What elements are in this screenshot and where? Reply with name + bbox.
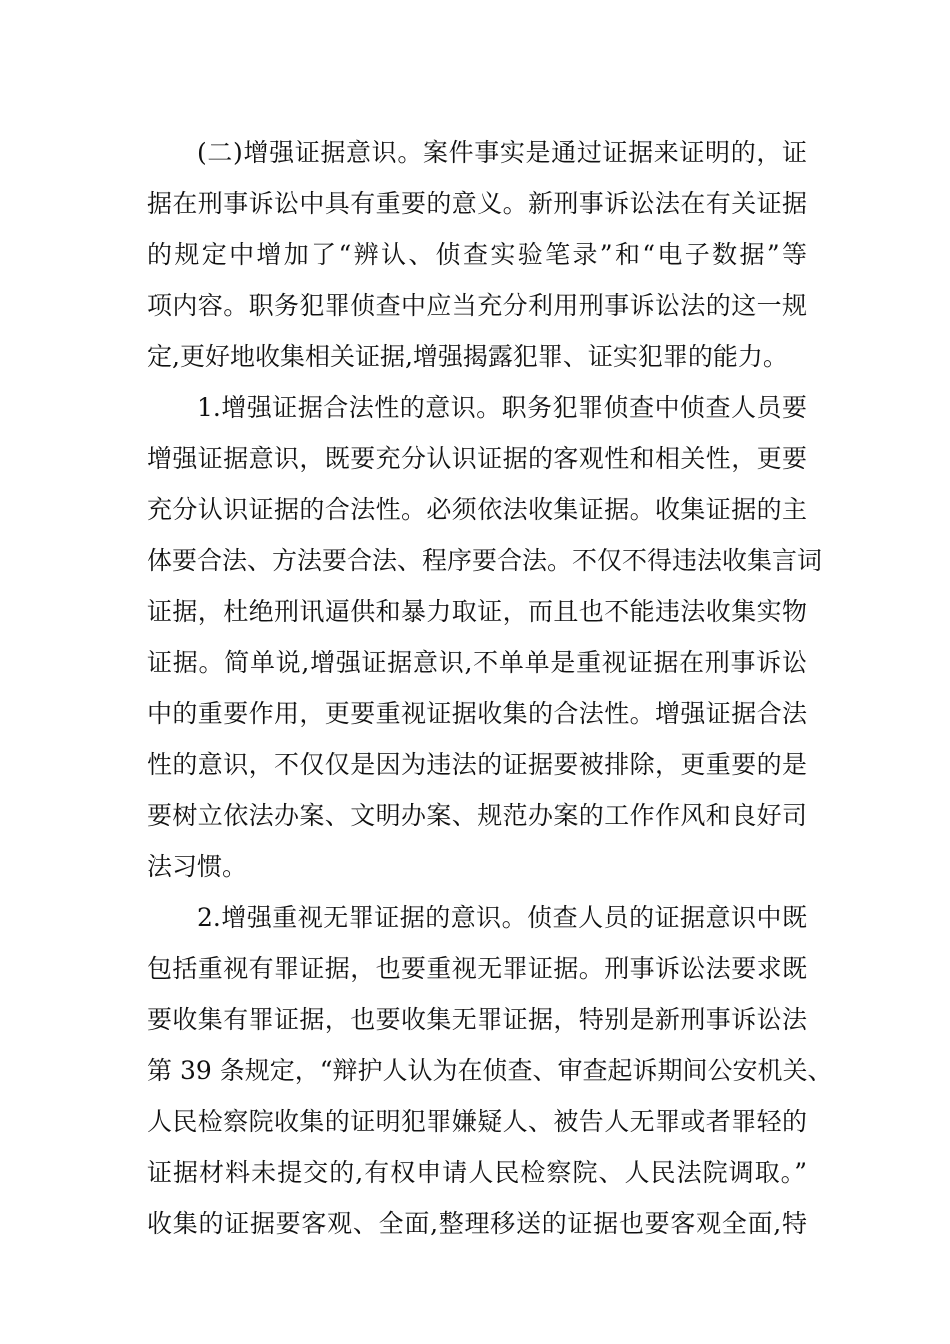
text-line: 2.增强重视无罪证据的意识。侦查人员的证据意识中既 (197, 903, 807, 932)
text-line: 要树立依法办案、文明办案、规范办案的工作作风和良好司 (147, 801, 807, 830)
text-line: 中的重要作用，更要重视证据收集的合法性。增强证据合法 (147, 699, 807, 728)
text-line: 的规定中增加了“辨认、侦查实验笔录”和“电子数据”等 (147, 240, 807, 269)
text-line: 1.增强证据合法性的意识。职务犯罪侦查中侦查人员要 (197, 393, 807, 422)
text-line: (二)增强证据意识。案件事实是通过证据来证明的，证 (197, 138, 807, 167)
text-line: 人民检察院收集的证明犯罪嫌疑人、被告人无罪或者罪轻的 (147, 1107, 807, 1136)
body-text (147, 127, 833, 1249)
text-line: 增强证据意识，既要充分认识证据的客观性和相关性，更要 (147, 444, 807, 473)
text-line: 包括重视有罪证据，也要重视无罪证据。刑事诉讼法要求既 (147, 954, 807, 983)
text-line: 证据，杜绝刑讯逼供和暴力取证，而且也不能违法收集实物 (147, 597, 807, 626)
text-line: 据在刑事诉讼中具有重要的意义。新刑事诉讼法在有关证据 (147, 189, 807, 218)
text-line: 体要合法、方法要合法、程序要合法。不仅不得违法收集言词 (147, 546, 823, 575)
text-line: 项内容。职务犯罪侦查中应当充分利用刑事诉讼法的这一规 (147, 291, 807, 320)
text-line: 证据。简单说,增强证据意识,不单单是重视证据在刑事诉讼 (147, 648, 807, 677)
text-line: 收集的证据要客观、全面,整理移送的证据也要客观全面,特 (147, 1209, 807, 1238)
text-line: 第 39 条规定，“辩护人认为在侦查、审查起诉期间公安机关、 (147, 1056, 833, 1085)
text-line: 定,更好地收集相关证据,增强揭露犯罪、证实犯罪的能力。 (147, 342, 788, 371)
text-line: 法习惯。 (147, 852, 248, 881)
text-line: 充分认识证据的合法性。必须依法收集证据。收集证据的主 (147, 495, 807, 524)
text-line: 要收集有罪证据，也要收集无罪证据，特别是新刑事诉讼法 (147, 1005, 807, 1034)
text-line: 性的意识，不仅仅是因为违法的证据要被排除，更重要的是 (147, 750, 807, 779)
text-line: 证据材料未提交的,有权申请人民检察院、人民法院调取。” (147, 1158, 807, 1187)
